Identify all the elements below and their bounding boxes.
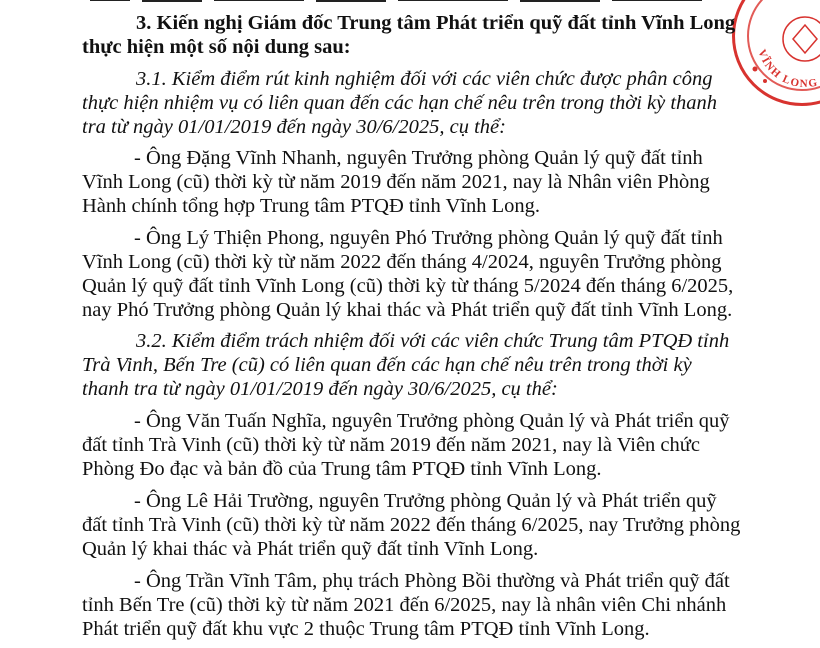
svg-text:VĨNH LONG bbox=[755, 48, 819, 90]
item-3-1-line-1: 3.1. Kiểm điểm rút kinh nghiệm đối với các viên chức được phân công bbox=[136, 68, 713, 90]
section-3-heading-line-1: 3. Kiến nghị Giám đốc Trung tâm Phát triển quỹ đất tỉnh Vĩnh Long bbox=[136, 12, 736, 34]
person-ly-thien-phong-line-2: Vĩnh Long (cũ) thời kỳ từ năm 2022 đến tháng 4/2024, nguyên Trưởng phòng bbox=[82, 251, 722, 273]
official-stamp bbox=[732, 0, 820, 106]
person-dang-vinh-nhanh-line-1: - Ông Đặng Vĩnh Nhanh, nguyên Trưởng phòng Quản lý quỹ đất tỉnh bbox=[134, 147, 703, 169]
person-le-hai-truong-line-2: đất tỉnh Trà Vinh (cũ) thời kỳ từ năm 2022 đến tháng 6/2025, nay Trưởng phòng bbox=[82, 514, 741, 536]
person-tran-vinh-tam-line-2: tỉnh Bến Tre (cũ) thời kỳ từ năm 2021 đến 6/2025, nay là nhân viên Chi nhánh bbox=[82, 594, 727, 616]
cropped-previous-line bbox=[90, 0, 710, 4]
person-dang-vinh-nhanh-line-2: Vĩnh Long (cũ) thời kỳ từ năm 2019 đến năm 2021, nay là Nhân viên Phòng bbox=[82, 171, 710, 193]
item-3-1-line-2: thực hiện nhiệm vụ có liên quan đến các hạn chế nêu trên trong thời kỳ thanh bbox=[82, 92, 718, 114]
person-van-tuan-nghia-line-1: - Ông Văn Tuấn Nghĩa, nguyên Trưởng phòng Quản lý và Phát triển quỹ bbox=[134, 410, 730, 432]
cropped-text-marks bbox=[90, 0, 710, 4]
section-3-heading-line-2: thực hiện một số nội dung sau: bbox=[82, 36, 351, 58]
item-3-2-line-1: 3.2. Kiểm điểm trách nhiệm đối với các viên chức Trung tâm PTQĐ tỉnh bbox=[136, 330, 730, 352]
person-ly-thien-phong-line-1: - Ông Lý Thiện Phong, nguyên Phó Trưởng phòng Quản lý quỹ đất tỉnh bbox=[134, 227, 723, 249]
person-le-hai-truong-line-1: - Ông Lê Hải Trường, nguyên Trưởng phòng Quản lý và Phát triển quỹ bbox=[134, 490, 717, 512]
person-le-hai-truong-line-3: Quản lý khai thác và Phát triển quỹ đất tỉnh Vĩnh Long. bbox=[82, 538, 539, 560]
person-dang-vinh-nhanh-line-3: Hành chính tổng hợp Trung tâm PTQĐ tỉnh Vĩnh Long. bbox=[82, 195, 541, 217]
person-ly-thien-phong-line-4: nay Phó Trưởng phòng Quản lý khai thác và Phát triển quỹ đất tỉnh Vĩnh Long. bbox=[82, 299, 733, 321]
person-van-tuan-nghia-line-2: đất tỉnh Trà Vinh (cũ) thời kỳ từ năm 2019 đến năm 2021, nay là Viên chức bbox=[82, 434, 700, 456]
person-tran-vinh-tam-line-3: Phát triển quỹ đất khu vực 2 thuộc Trung tâm PTQĐ tỉnh Vĩnh Long. bbox=[82, 618, 650, 640]
item-3-2-line-3: thanh tra từ ngày 01/01/2019 đến ngày 30/6/2025, cụ thể: bbox=[82, 378, 558, 400]
person-tran-vinh-tam-line-1: - Ông Trần Vĩnh Tâm, phụ trách Phòng Bồi thường và Phát triển quỹ đất bbox=[134, 570, 730, 592]
person-ly-thien-phong-line-3: Quản lý quỹ đất tỉnh Vĩnh Long (cũ) thời kỳ từ tháng 5/2024 đến tháng 6/2025, bbox=[82, 275, 734, 297]
item-3-1-line-3: tra từ ngày 01/01/2019 đến ngày 30/6/2025, cụ thể: bbox=[82, 116, 506, 138]
item-3-2-line-2: Trà Vinh, Bến Tre (cũ) có liên quan đến các hạn chế nêu trên trong thời kỳ bbox=[82, 354, 692, 376]
person-van-tuan-nghia-line-3: Phòng Đo đạc và bản đồ của Trung tâm PTQĐ tỉnh Vĩnh Long. bbox=[82, 458, 602, 480]
stamp-emblem-icon bbox=[735, 0, 820, 109]
stamp-text: VĨNH LONG bbox=[755, 47, 820, 91]
